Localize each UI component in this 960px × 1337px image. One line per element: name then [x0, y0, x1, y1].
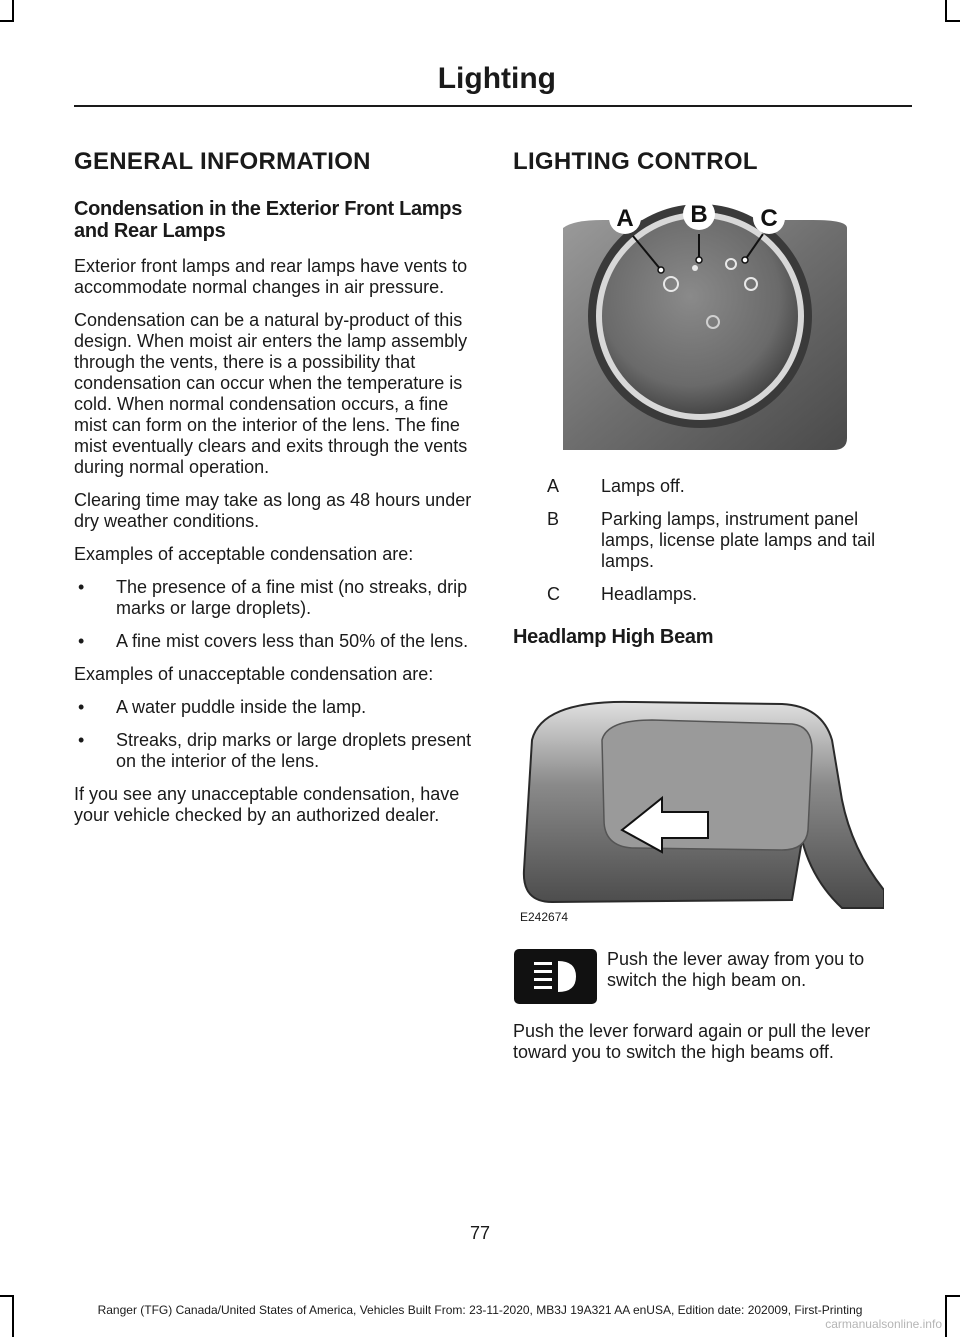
legend-text: Parking lamps, instrument panel lamps, license plate lamps and tail lamps. — [601, 509, 876, 571]
crop-mark — [0, 20, 14, 22]
callout-label-b: B — [690, 201, 708, 228]
high-beam-lever-figure — [512, 680, 884, 928]
legend-row — [513, 476, 913, 497]
right-column — [513, 148, 913, 198]
bullet: • — [78, 730, 85, 750]
leader-dot-a — [658, 267, 664, 273]
header-divider — [74, 105, 912, 107]
high-beam-icon — [514, 949, 597, 1004]
bullet: • — [78, 631, 85, 651]
paragraph: If you see any unacceptable condensation, have your vehicle checked by an authorized dealer. — [74, 784, 460, 825]
crop-mark — [0, 1295, 14, 1297]
legend-row — [513, 509, 913, 572]
leader-dot-b — [696, 257, 702, 263]
figure-code: E242674 — [520, 910, 569, 924]
subheading-headlamp-high-beam: Headlamp High Beam — [513, 626, 714, 648]
paragraph: Examples of unacceptable condensation are: — [74, 664, 434, 684]
list-item — [74, 577, 476, 619]
parking-lamps-icon — [692, 265, 698, 271]
acceptable-condensation-list — [74, 577, 476, 652]
section-title-lighting-control: LIGHTING CONTROL — [513, 148, 758, 175]
legend-key: C — [547, 584, 560, 604]
paragraph: Examples of acceptable condensation are: — [74, 544, 414, 564]
legend-text: Headlamps. — [601, 584, 698, 604]
callout-label-c: C — [760, 205, 778, 232]
high-beam-off-text: Push the lever forward again or pull the lever toward you to switch the high beams off. — [513, 1021, 871, 1062]
list-item — [74, 730, 476, 772]
legend-key: A — [547, 476, 560, 496]
high-beam-on-text: Push the lever away from you to switch the high beam on. — [607, 949, 865, 990]
list-item-text: A fine mist covers less than 50% of the lens. — [116, 631, 469, 651]
left-column — [74, 148, 476, 838]
crop-mark — [945, 20, 960, 22]
legend-row — [513, 584, 913, 605]
list-item-text: A water puddle inside the lamp. — [116, 697, 367, 717]
page-title: Lighting — [437, 62, 556, 95]
unacceptable-condensation-list — [74, 697, 476, 772]
list-item-text: Streaks, drip marks or large droplets present on the interior of the lens. — [116, 730, 472, 771]
legend-key: B — [547, 509, 560, 529]
callout-label-a: A — [616, 205, 634, 232]
list-item — [74, 631, 476, 652]
bullet: • — [78, 577, 85, 597]
bullet: • — [78, 697, 85, 717]
publication-footer: Ranger (TFG) Canada/United States of America, Vehicles Built From: 23-11-2020, MB3J 19A321 AA enUSA, Edition date: 202009, First-Printing — [97, 1303, 863, 1317]
subheading-condensation: Condensation in the Exterior Front Lamps and Rear Lamps — [74, 198, 463, 242]
crop-mark — [945, 0, 947, 22]
list-item-text: The presence of a fine mist (no streaks, drip marks or large droplets). — [116, 577, 468, 618]
crop-mark — [945, 1295, 960, 1297]
paragraph: Exterior front lamps and rear lamps have vents to accommodate normal changes in air pressure. — [74, 256, 468, 297]
page-number: 77 — [469, 1223, 491, 1243]
crop-mark — [12, 0, 14, 22]
section-title-general-information: GENERAL INFORMATION — [74, 148, 371, 175]
lighting-control-legend — [513, 476, 913, 617]
lighting-control-figure — [563, 198, 847, 450]
list-item — [74, 697, 476, 718]
paragraph: Condensation can be a natural by-product of this design. When moist air enters the lamp assembly through the vents, there is a possibility that condensation can occur when the temperature is cold. When normal condensation occurs, a fine mist can form on the interior of the lens. The fine mist eventually clears and exits through the vents during normal operation. — [74, 310, 468, 477]
paragraph: Clearing time may take as long as 48 hours under dry weather conditions. — [74, 490, 472, 531]
watermark: carmanualsonline.info — [825, 1317, 942, 1331]
legend-text: Lamps off. — [601, 476, 685, 496]
leader-dot-c — [742, 257, 748, 263]
